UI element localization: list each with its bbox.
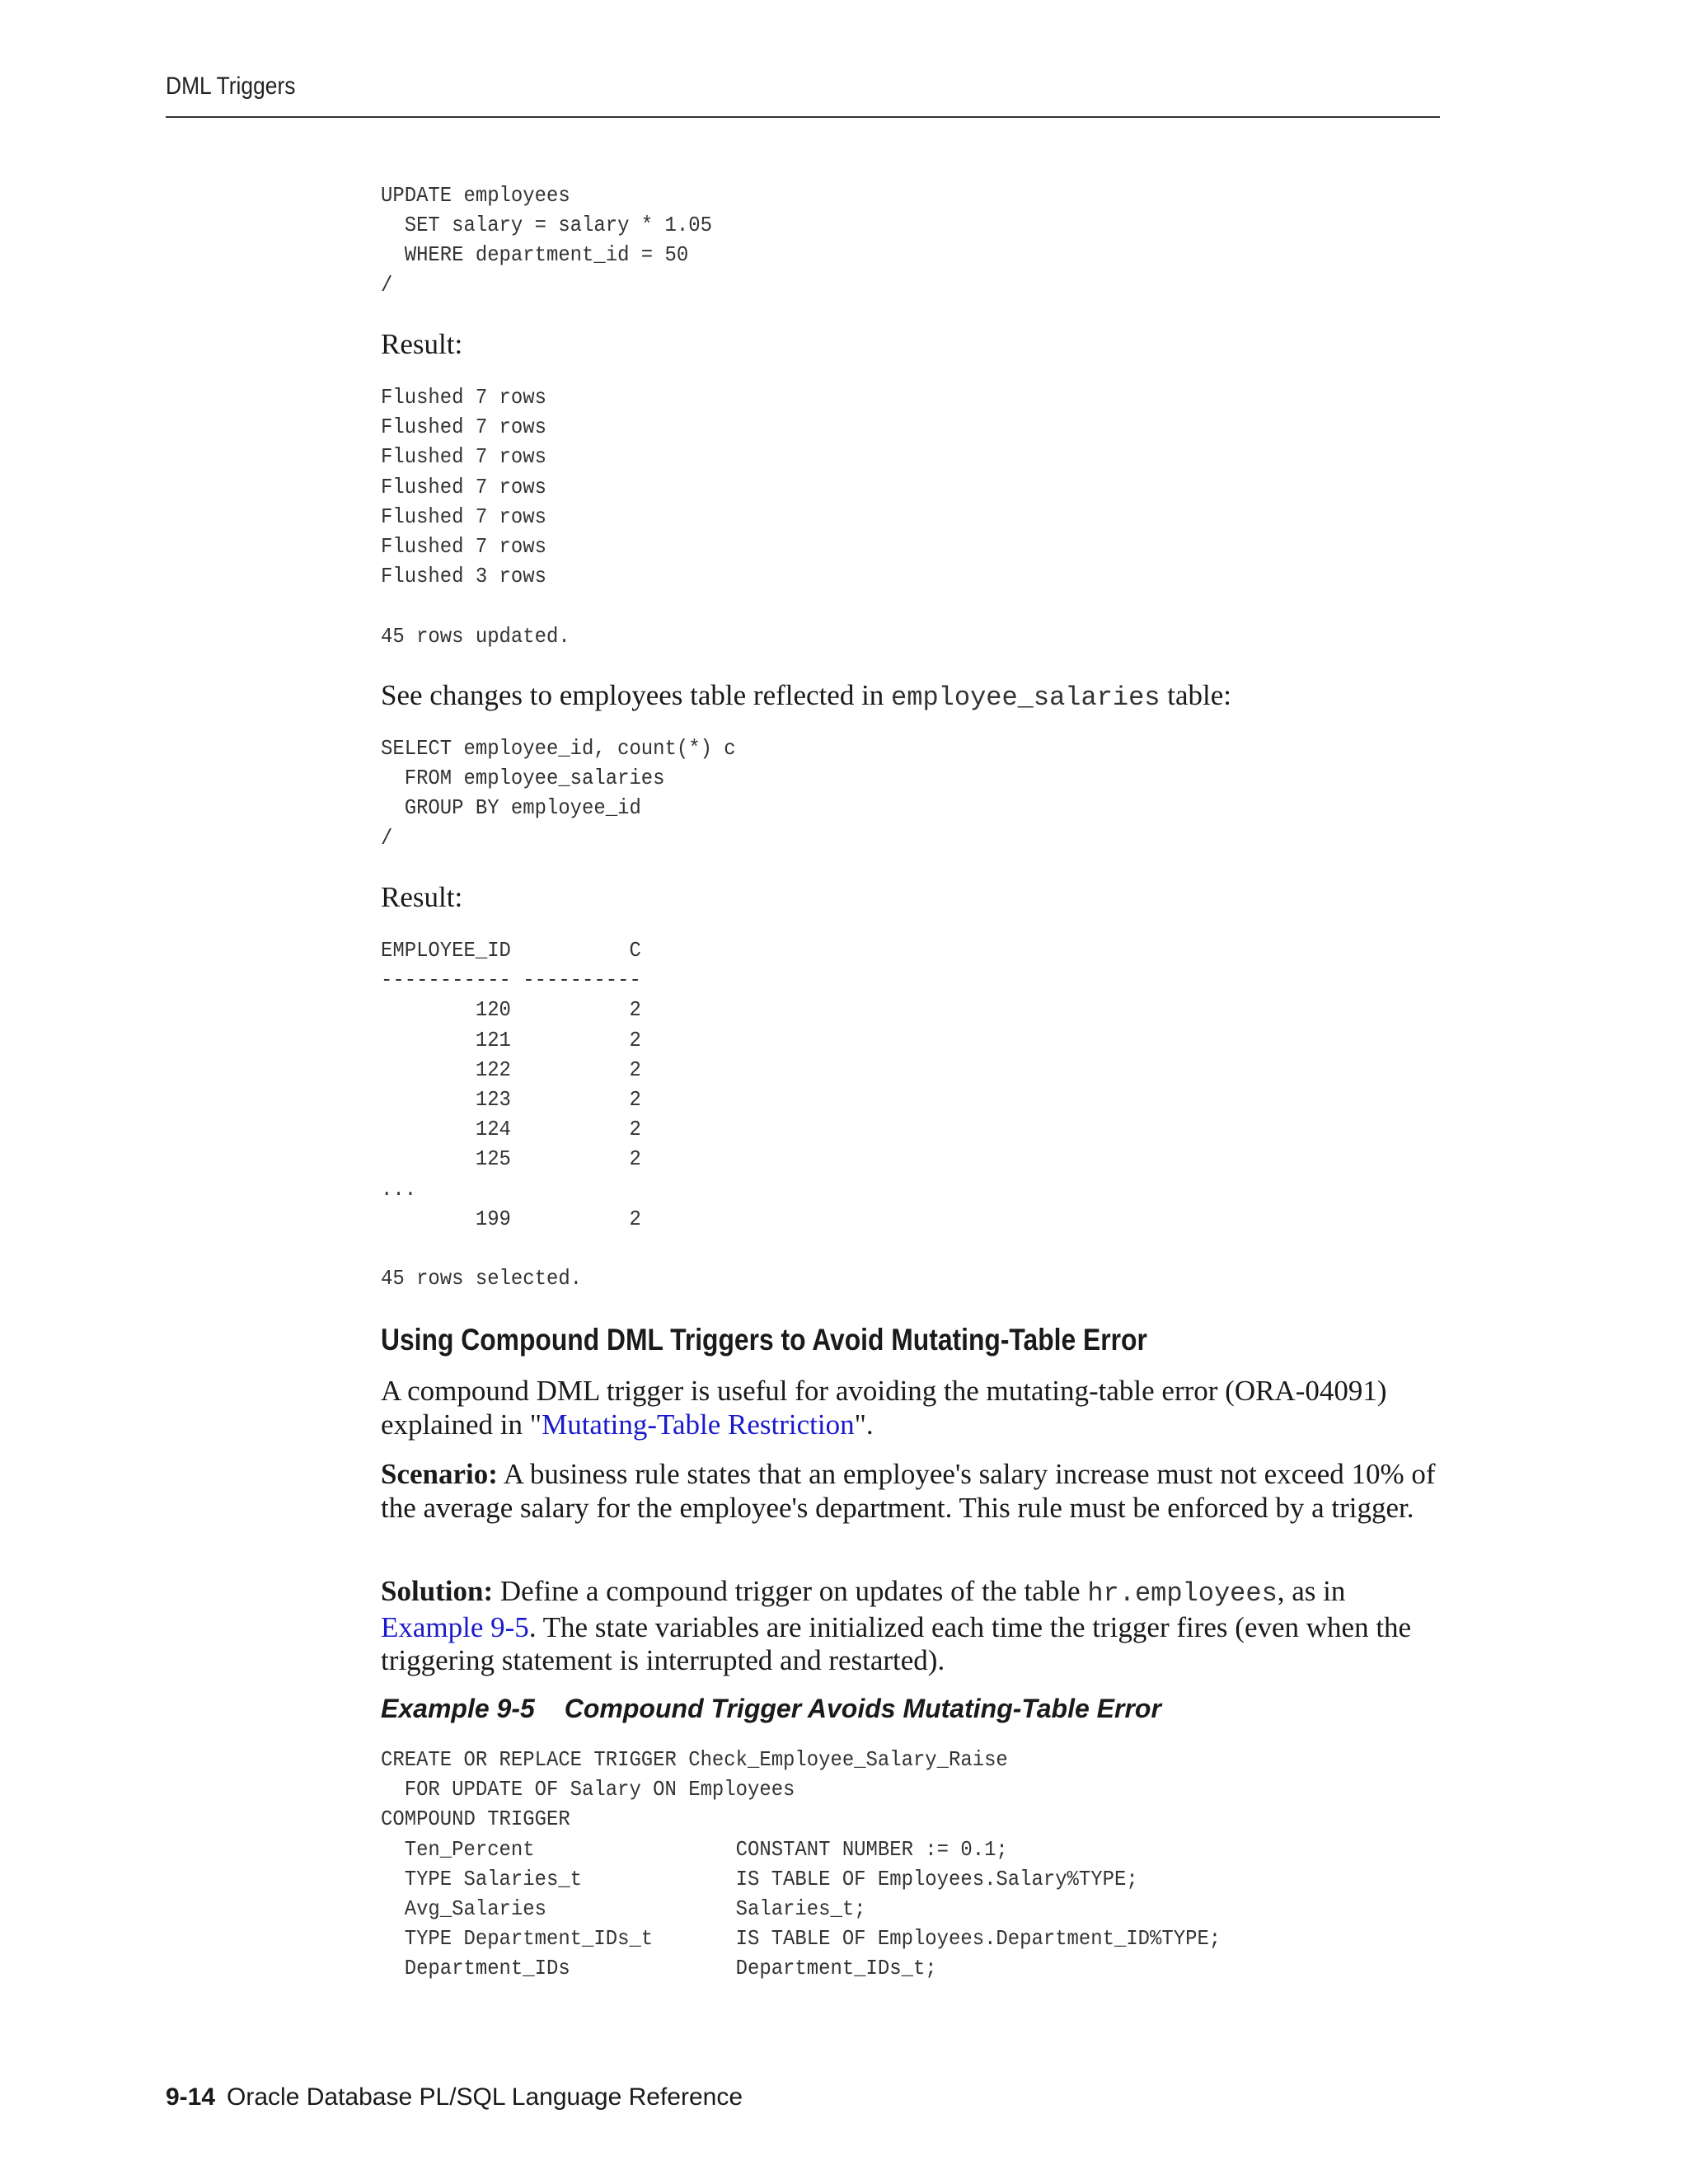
see-changes-paragraph: See changes to employees table reflected in employee_salaries table: <box>381 679 1231 713</box>
running-header: DML Triggers <box>166 73 296 100</box>
inline-code: employee_salaries <box>891 682 1160 713</box>
code-compound-trigger: CREATE OR REPLACE TRIGGER Check_Employee_Salary_Raise FOR UPDATE OF Salary ON Employees COMPOUND TRIGGER Ten_Percent CONSTANT NUMBER := 0.1; TYPE Salaries_t IS TABLE OF Employees.Salary%TYPE; Avg_Salaries Salaries_t; TYPE Department_IDs_t IS TABLE OF Employees.Department_ID%TYPE; Department_IDs Department_IDs_t; <box>381 1747 1221 1981</box>
header-rule <box>166 116 1440 118</box>
page-number: 9-14 <box>166 2083 216 2111</box>
mutating-table-restriction-link[interactable]: Mutating-Table Restriction <box>542 1408 855 1441</box>
result-label: Result: <box>381 881 463 913</box>
page-footer <box>166 2083 743 2111</box>
code-result-table: EMPLOYEE_ID C ----------- ---------- 120 2 121 2 122 2 123 2 124 2 125 2 ... 199 2 45 rows selected. <box>381 938 641 1291</box>
code-select-statement: SELECT employee_id, count(*) c FROM employee_salaries GROUP BY employee_id / <box>381 736 736 851</box>
solution-paragraph: Solution: Define a compound trigger on updates of the table hr.employees, as in Example 9-5. The state variables are initialized each time the trigger fires (even when the triggering statement is interrupted and restarted). <box>381 1575 1412 1676</box>
result-label: Result: <box>381 328 463 360</box>
section-heading: Using Compound DML Triggers to Avoid Mutating-Table Error <box>381 1323 1147 1357</box>
scenario-paragraph: Scenario: A business rule states that an employee's salary increase must not exceed 10% of the average salary for the employee's department. This rule must be enforced by a trigger. <box>381 1458 1436 1524</box>
code-update-statement: UPDATE employees SET salary = salary * 1.05 WHERE department_id = 50 / <box>381 183 712 298</box>
inline-code: hr.employees <box>1087 1578 1278 1609</box>
scenario-label: Scenario: <box>381 1458 498 1490</box>
code-flushed-output: Flushed 7 rows Flushed 7 rows Flushed 7 rows Flushed 7 rows Flushed 7 rows Flushed 7 rows Flushed 3 rows 45 rows updated. <box>381 385 570 649</box>
example-9-5-link[interactable]: Example 9-5 <box>381 1610 529 1643</box>
example-caption: Example 9-5 Compound Trigger Avoids Mutating-Table Error <box>381 1694 1161 1723</box>
book-title: Oracle Database PL/SQL Language Reference <box>227 2083 743 2111</box>
intro-paragraph: A compound DML trigger is useful for avoiding the mutating-table error (ORA-04091) explained in "Mutating-Table Restriction". <box>381 1375 1387 1441</box>
solution-label: Solution: <box>381 1575 494 1607</box>
